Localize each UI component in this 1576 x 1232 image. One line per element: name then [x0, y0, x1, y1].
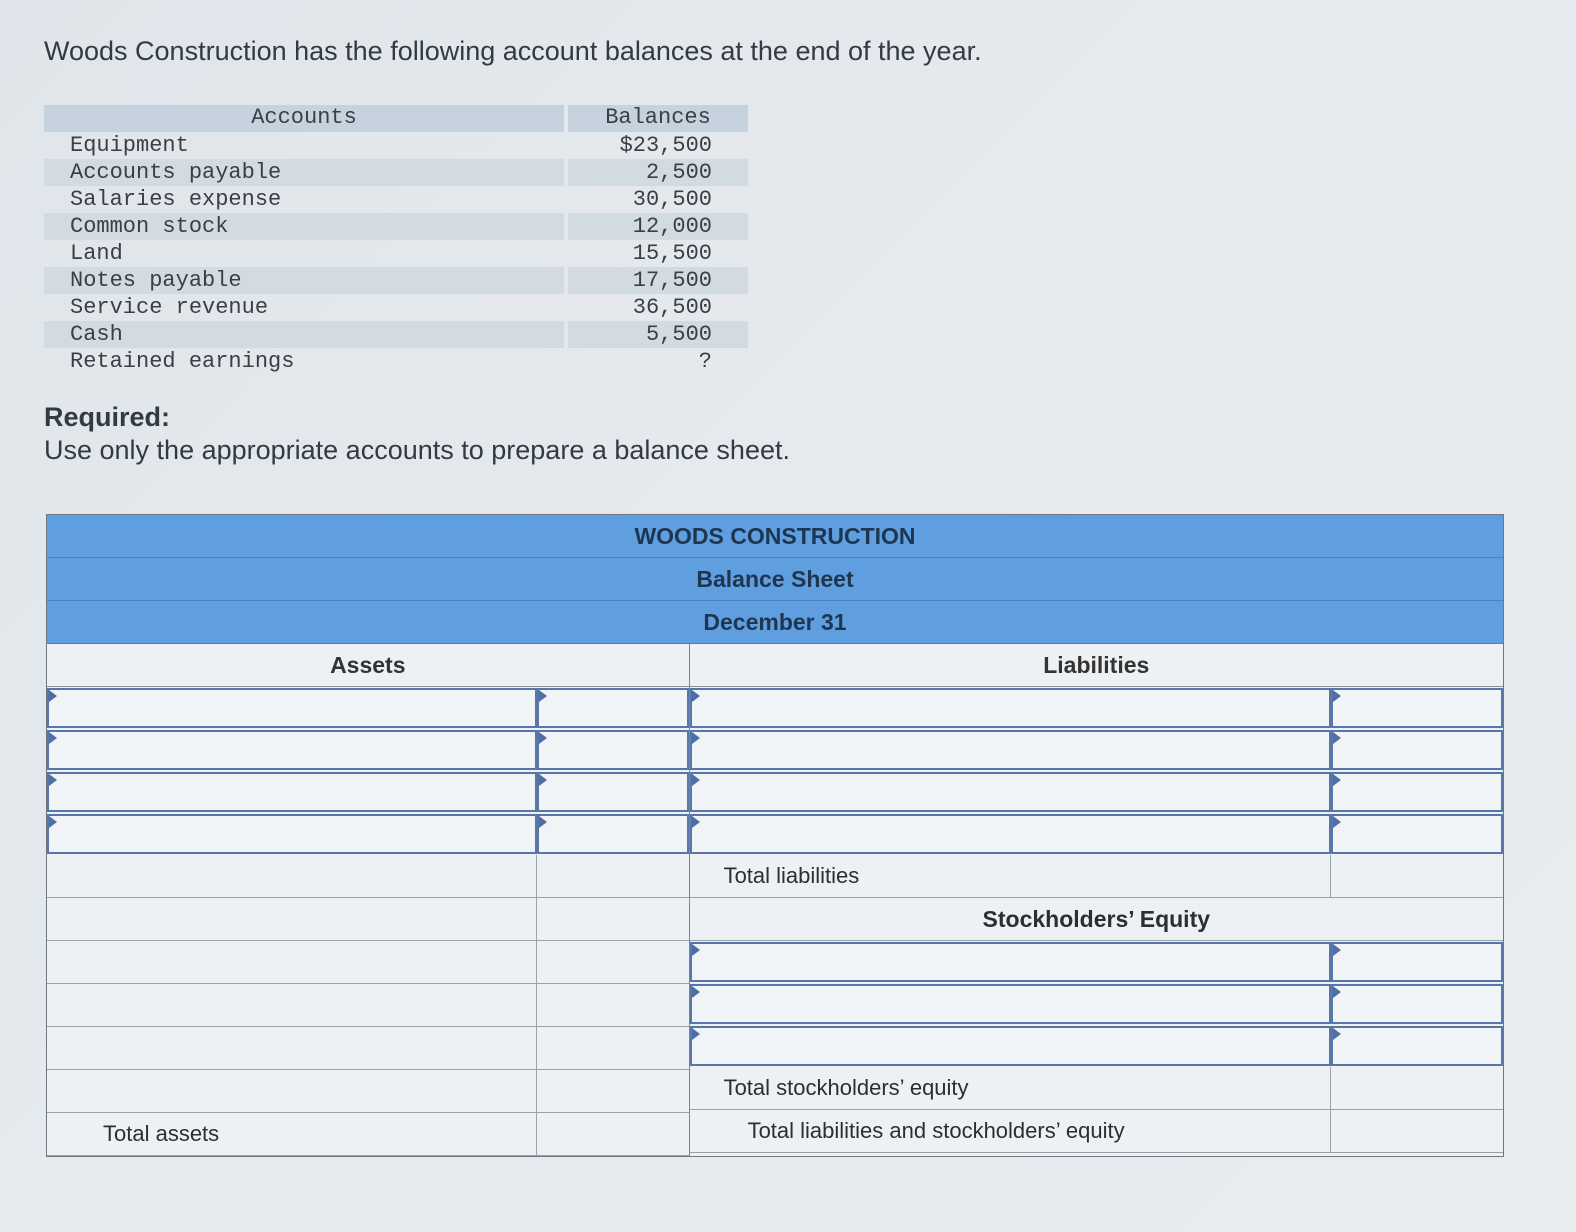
table-row: [44, 348, 748, 375]
dropdown-arrow-icon: [539, 816, 547, 828]
accounts-table-header: [44, 105, 748, 132]
dropdown-arrow-icon: [1333, 732, 1341, 744]
equity-row: [690, 941, 1503, 983]
total-equity-label: Total stockholders’ equity: [723, 1075, 969, 1100]
dropdown-arrow-icon: [1333, 1028, 1341, 1040]
balance-sheet: [46, 514, 1504, 1157]
dropdown-arrow-icon: [1333, 774, 1341, 786]
table-row: [44, 132, 748, 159]
equity-account-dropdown[interactable]: [690, 942, 1331, 982]
company-name: WOODS CONSTRUCTION: [47, 515, 1503, 558]
account-balance: 17,500: [568, 267, 748, 294]
dropdown-arrow-icon: [692, 732, 700, 744]
account-name: Retained earnings: [70, 349, 295, 374]
liability-amount-input[interactable]: [1331, 730, 1503, 770]
account-balance: 36,500: [632, 295, 712, 320]
dropdown-arrow-icon: [692, 816, 700, 828]
account-name: Notes payable: [44, 267, 564, 294]
empty-row: [47, 898, 689, 941]
assets-column: [47, 644, 690, 1156]
total-assets-row: [47, 1113, 689, 1156]
liability-account-dropdown[interactable]: [690, 814, 1331, 854]
liability-account-dropdown[interactable]: [690, 772, 1331, 812]
dropdown-arrow-icon: [539, 732, 547, 744]
asset-row: [47, 813, 689, 855]
asset-row: [47, 687, 689, 729]
dropdown-arrow-icon: [1333, 986, 1341, 998]
asset-account-dropdown[interactable]: [47, 688, 537, 728]
equity-amount-input[interactable]: [1331, 984, 1503, 1024]
equity-account-dropdown[interactable]: [690, 1026, 1331, 1066]
account-balance: 12,000: [568, 213, 748, 240]
dropdown-arrow-icon: [539, 690, 547, 702]
account-balance: ?: [698, 349, 712, 374]
account-name: Service revenue: [70, 295, 269, 320]
liability-amount-input[interactable]: [1331, 772, 1503, 812]
asset-row: [47, 771, 689, 813]
table-row: [44, 240, 748, 267]
total-liabilities-row: [690, 855, 1503, 898]
equity-amount-input[interactable]: [1331, 942, 1503, 982]
empty-row: [47, 984, 689, 1027]
liability-row: [690, 729, 1503, 771]
equity-row: [690, 983, 1503, 1025]
assets-title: Assets: [47, 644, 689, 687]
statement-name: Balance Sheet: [47, 558, 1503, 601]
asset-amount-input[interactable]: [537, 730, 689, 770]
dropdown-arrow-icon: [49, 732, 57, 744]
total-equity-row: [690, 1067, 1503, 1110]
liability-account-dropdown[interactable]: [690, 730, 1331, 770]
account-name: Common stock: [44, 213, 564, 240]
asset-amount-input[interactable]: [537, 688, 689, 728]
table-row: [44, 213, 748, 240]
dropdown-arrow-icon: [692, 944, 700, 956]
account-balance: $23,500: [619, 133, 712, 158]
asset-amount-input[interactable]: [537, 772, 689, 812]
intro-text: Woods Construction has the following account balances at the end of the year.: [44, 36, 982, 66]
asset-row: [47, 729, 689, 771]
required-section: [44, 402, 790, 466]
total-liabilities-amount[interactable]: [1330, 855, 1503, 897]
total-equity-amount[interactable]: [1330, 1067, 1503, 1109]
dropdown-arrow-icon: [1333, 944, 1341, 956]
accounts-table: [44, 105, 748, 375]
dropdown-arrow-icon: [692, 690, 700, 702]
account-name: Salaries expense: [70, 187, 282, 212]
equity-amount-input[interactable]: [1331, 1026, 1503, 1066]
total-liab-equity-amount[interactable]: [1330, 1110, 1503, 1152]
dropdown-arrow-icon: [692, 1028, 700, 1040]
dropdown-arrow-icon: [692, 774, 700, 786]
equity-title: Stockholders’ Equity: [982, 906, 1211, 932]
total-assets-amount[interactable]: [536, 1113, 689, 1155]
equity-account-dropdown[interactable]: [690, 984, 1331, 1024]
total-liabilities-label: Total liabilities: [723, 863, 860, 888]
total-liab-equity-label: Total liabilities and stockholders’ equity: [747, 1118, 1125, 1143]
account-name: Land: [70, 241, 123, 266]
liability-account-dropdown[interactable]: [690, 688, 1331, 728]
empty-row: [47, 1027, 689, 1070]
liability-row: [690, 813, 1503, 855]
empty-row: [47, 855, 689, 898]
asset-account-dropdown[interactable]: [47, 730, 537, 770]
dropdown-arrow-icon: [1333, 690, 1341, 702]
table-row: [44, 186, 748, 213]
liabilities-title: Liabilities: [690, 644, 1503, 687]
empty-row: [47, 1070, 689, 1113]
equity-row: [690, 1025, 1503, 1067]
liability-amount-input[interactable]: [1331, 814, 1503, 854]
empty-row: [47, 941, 689, 984]
table-row: [44, 267, 748, 294]
account-name: Accounts payable: [44, 159, 564, 186]
dropdown-arrow-icon: [49, 774, 57, 786]
dropdown-arrow-icon: [1333, 816, 1341, 828]
table-row: [44, 321, 748, 348]
statement-date: December 31: [47, 601, 1503, 644]
account-name: Equipment: [70, 133, 189, 158]
balance-sheet-header: [47, 515, 1503, 644]
balances-header: Balances: [568, 105, 748, 132]
account-balance: 15,500: [632, 241, 712, 266]
total-liab-equity-row: [690, 1110, 1503, 1153]
asset-account-dropdown[interactable]: [47, 814, 537, 854]
account-balance: 5,500: [568, 321, 748, 348]
liability-row: [690, 771, 1503, 813]
accounts-header: Accounts: [44, 105, 564, 132]
liability-amount-input[interactable]: [1331, 688, 1503, 728]
equity-title-row: [690, 898, 1503, 941]
account-name: Cash: [44, 321, 564, 348]
dropdown-arrow-icon: [49, 690, 57, 702]
required-title: Required:: [44, 402, 171, 432]
table-row: [44, 159, 748, 186]
asset-amount-input[interactable]: [537, 814, 689, 854]
dropdown-arrow-icon: [692, 986, 700, 998]
required-text: Use only the appropriate accounts to prepare a balance sheet.: [44, 435, 790, 465]
total-assets-label: Total assets: [103, 1121, 220, 1146]
dropdown-arrow-icon: [539, 774, 547, 786]
liability-row: [690, 687, 1503, 729]
liabilities-column: [690, 644, 1503, 1156]
table-row: [44, 294, 748, 321]
dropdown-arrow-icon: [49, 816, 57, 828]
account-balance: 30,500: [632, 187, 712, 212]
account-balance: 2,500: [568, 159, 748, 186]
asset-account-dropdown[interactable]: [47, 772, 537, 812]
